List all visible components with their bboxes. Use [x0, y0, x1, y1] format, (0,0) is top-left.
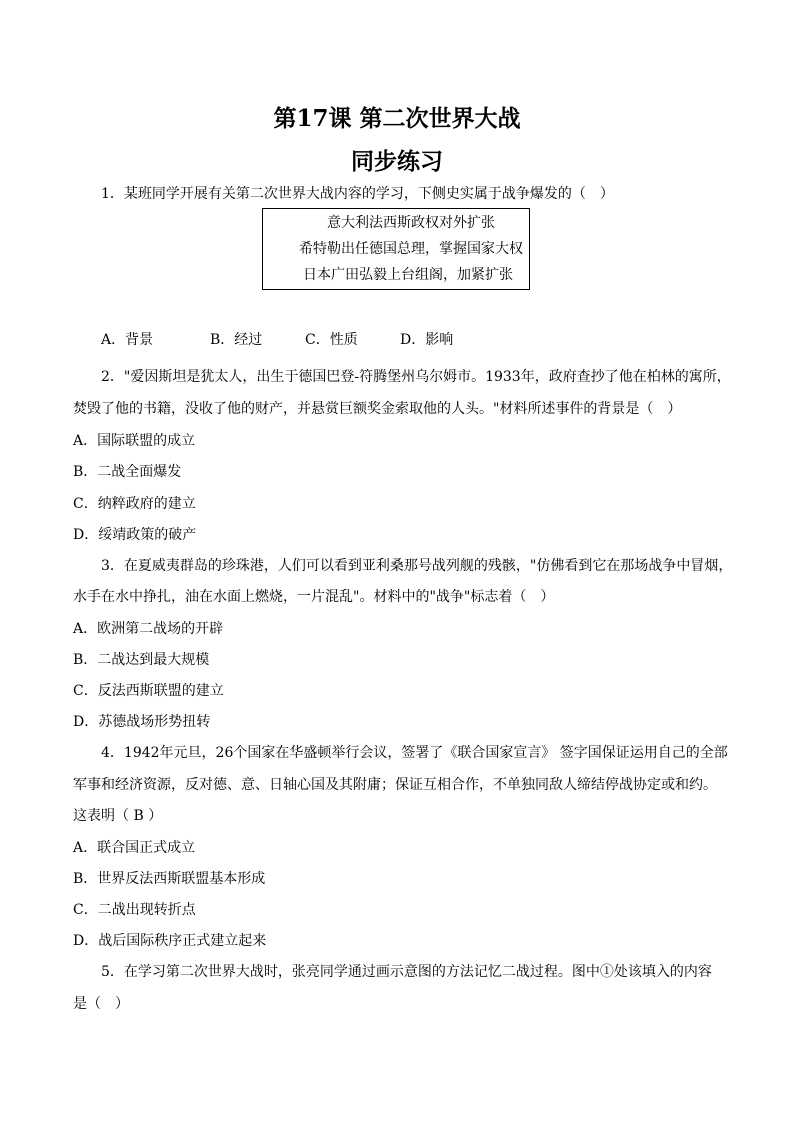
q1-box-line-1: 意大利法西斯政权对外扩张: [327, 215, 495, 231]
q4-option-c: C．二战出现转折点: [73, 902, 196, 918]
q2-stem-line-1: 2．"爱因斯坦是犹太人，出生于德国巴登-符腾堡州乌尔姆市。1933年，政府查抄了他在柏林的寓所，: [101, 369, 731, 385]
q1-box-line-2: 希特勒出任德国总理，掌握国家大权: [299, 241, 523, 257]
q2-stem-line-2: 焚毁了他的书籍，没收了他的财产，并悬赏巨额奖金索取他的人头。"材料所述事件的背景是（ ）: [73, 401, 682, 417]
q1-option-a: A．背景: [101, 332, 154, 348]
q3-stem-line-1: 3．在夏威夷群岛的珍珠港，人们可以看到亚利桑那号战列舰的残骸，"仿佛看到它在那场战争中冒烟，: [101, 558, 733, 574]
q2-option-c: C．纳粹政府的建立: [73, 496, 196, 512]
q4-stem-line-3: 这表明（ B ）: [73, 808, 163, 824]
q1-option-c: C．性质: [305, 332, 358, 348]
q4-stem-line-2: 军事和经济资源，反对德、意、日轴心国及其附庸；保证互相合作，不单独同敌人缔结停战协定或和约。: [73, 777, 717, 793]
q5-stem-line-1: 5．在学习第二次世界大战时，张亮同学通过画示意图的方法记忆二战过程。图中①处该填入的内容: [101, 964, 712, 980]
q1-material-box: [262, 208, 530, 290]
q1-option-b: B．经过: [210, 332, 263, 348]
q5-stem-line-2: 是（ ）: [73, 996, 129, 1012]
q4-option-a: A．联合国正式成立: [73, 840, 196, 856]
q1-box-line-3: 日本广田弘毅上台组阁，加紧扩张: [303, 267, 513, 283]
q1-stem: 1．某班同学开展有关第二次世界大战内容的学习，下侧史实属于战争爆发的（ ）: [101, 186, 614, 202]
lesson-title: 第17课 第二次世界大战: [273, 105, 521, 132]
q2-option-b: B．二战全面爆发: [73, 464, 182, 480]
q3-stem-line-2: 水手在水中挣扎，油在水面上燃烧，一片混乱"。材料中的"战争"标志着（ ）: [73, 589, 555, 605]
q2-option-d: D．绥靖政策的破产: [73, 527, 197, 543]
q4-option-b: B．世界反法西斯联盟基本形成: [73, 871, 266, 887]
q4-option-d: D．战后国际秩序正式建立起来: [73, 933, 267, 949]
q3-option-c: C．反法西斯联盟的建立: [73, 683, 224, 699]
q3-option-a: A．欧洲第二战场的开辟: [73, 621, 224, 637]
q3-option-d: D．苏德战场形势扭转: [73, 714, 211, 730]
lesson-subtitle: 同步练习: [351, 148, 443, 175]
q4-stem-line-1: 4．1942年元旦，26个国家在华盛顿举行会议，签署了《联合国家宣言》 签字国保证运用自己的全部: [101, 745, 728, 761]
q3-option-b: B．二战达到最大规模: [73, 652, 210, 668]
q1-option-d: D．影响: [400, 332, 454, 348]
q2-option-a: A．国际联盟的成立: [73, 433, 196, 449]
